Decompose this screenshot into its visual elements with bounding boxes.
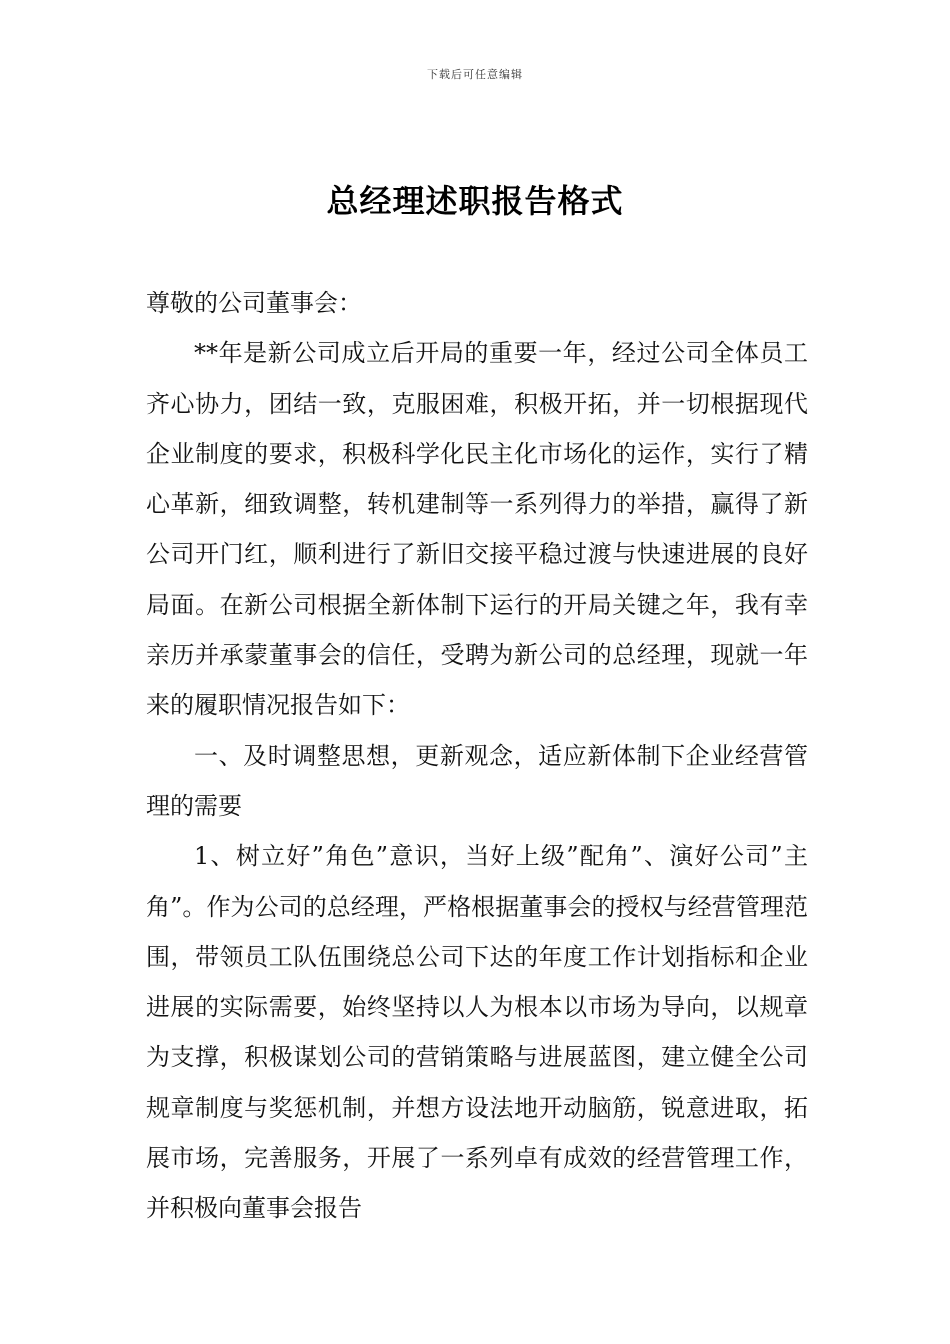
salutation: 尊敬的公司董事会： xyxy=(146,289,362,317)
document-title: 总经理述职报告格式 xyxy=(326,182,624,220)
header-note: 下载后可任意编辑 xyxy=(427,68,523,81)
section-heading: 一、及时调整思想，更新观念，适应新体制下企业经营管理的需要 xyxy=(146,741,808,820)
document-body xyxy=(146,278,808,1234)
body-paragraph: **年是新公司成立后开局的重要一年，经过公司全体员工齐心协力，团结一致，克服困难，积极开拓，并一切根据现代企业制度的要求，积极科学化民主化市场化的运作，实行了精心革新，细致调整，转机建制等一系列得力的举措，赢得了新公司开门红，顺利进行了新旧交接平稳过渡与快速进展的良好局面。在新公司根据全新体制下运行的开局关键之年，我有幸亲历并承蒙董事会的信任，受聘为新公司的总经理，现就一年来的履职情况报告如下： xyxy=(146,339,808,720)
body-paragraph: 1、树立好”角色”意识，当好上级”配角”、演好公司”主角”。作为公司的总经理，严格根据董事会的授权与经营管理范围，带领员工队伍围绕总公司下达的年度工作计划指标和企业进展的实际需要，始终坚持以人为根本以市场为导向，以规章为支撑，积极谋划公司的营销策略与进展蓝图，建立健全公司规章制度与奖惩机制，并想方设法地开动脑筋，锐意进取，拓展市场，完善服务，开展了一系列卓有成效的经营管理工作，并积极向董事会报告 xyxy=(146,842,808,1223)
